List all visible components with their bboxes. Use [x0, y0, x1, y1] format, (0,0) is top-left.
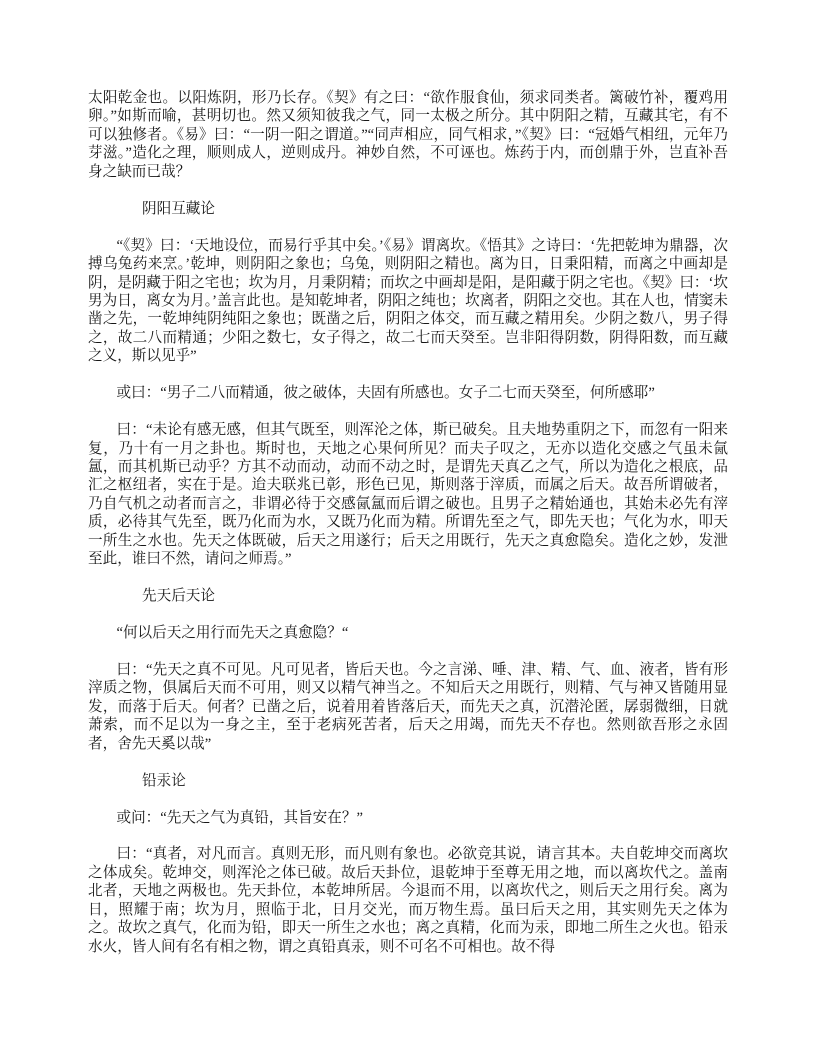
body-paragraph: 曰：“未论有感无感，但其气既至，则浑沦之体，斯已破矣。且夫地势重阴之下，而忽有一阳来复，乃十有一月之卦也。斯时也，天地之心果何所见？而夫子叹之，无亦以造化交感之气虽未氤氲，而其机斯已动乎？方其不动而动，动而不动之时，是谓先天真乙之气，所以为造化之根底，品汇之枢纽者，实在于是。迨夫联兆已彰，形色已见，斯则落于滓质，而属之后天。故吾所谓破者，乃自气机之动者而言之，非谓必待于交感氤氲而后谓之破也。且男子之精始通也，其始未必先有滓质，必待其气先至，既乃化而为水，又既乃化而为精。所谓先至之气，即先天也；气化为水，叩天一所生之水也。先天之体既破，后天之用遂行；后天之用既行，先天之真愈隐矣。造化之妙，发泄至此，谁曰不然，请问之师焉。” [88, 422, 728, 568]
body-paragraph: 曰：“真者，对凡而言。真则无形，而凡则有象也。必欲竞其说，请言其本。夫自乾坤交而离坎之体成矣。乾坤交，则浑沦之体已破。故后天卦位，退乾坤于至尊无用之地，而以离坎代之。盖南北者，天地之两极也。先天卦位，本乾坤所居。今退而不用，以离坎代之，则后天之用行矣。离为日，照耀于南；坎为月，照临于北，日月交光，而万物生焉。虽曰后天之用，其实则先天之体为之。故坎之真气，化而为铅，即天一所生之水也；离之真精，化而为汞，即地二所生之火也。铅汞水火，皆人间有名有相之物，谓之真铅真汞，则不可名不可相也。故不得 [88, 846, 728, 955]
section-heading-xiantian-houtian-lun: 先天后天论 [142, 588, 215, 605]
body-paragraph: “《契》曰：‘天地设位，而易行乎其中矣。’《易》谓离坎。《悟其》之诗曰：‘先把乾坤为鼎器，次搏乌兔药来烹。’乾坤，则阴阳之象也；乌兔，则阴阳之精也。离为日，日秉阳精，而离之中画却是阴，是阴藏于阳之宅也；坎为月，月秉阴精；而坎之中画却是阳，是阳藏于阴之宅也。《契》曰：‘坎男为日，离女为月。’盖言此也。是知乾坤者，阴阳之纯也；坎离者，阴阳之交也。其在人也，情窦未凿之先，一乾坤纯阴纯阳之象也；既凿之后，阴阳之体交，而互藏之精用矣。少阴之数八，男子得之，故二八而精通；少阳之数七，女子得之，故二七而天癸至。岂非阳得阴数，阴得阳数，而互藏之义，斯以见乎” [88, 237, 728, 365]
body-paragraph: 太阳乾金也。以阳炼阴，形乃长存。《契》有之曰：“欲作服食仙，须求同类者。篱破竹补，覆鸡用卵。”如斯而喻，甚明切也。然又须知彼我之气，同一太极之所分。其中阴阳之精，互藏其宅，有不可以独修者。《易》曰：“一阴一阳之谓道。”“同声相应，同气相求，”《契》曰：“冠婚气相纽，元年乃芽滋。”造化之理，顺则成人，逆则成丹。神妙自然，不可诬也。炼药于内，而创鼎于外，岂直补吾身之缺而已哉？ [88, 90, 728, 180]
section-heading-yinyang-huzang-lun: 阴阳互藏论 [142, 200, 215, 217]
body-paragraph: “何以后天之用行而先天之真愈隐？“ [116, 625, 349, 642]
body-paragraph: 曰：“先天之真不可见。凡可见者，皆后天也。今之言涕、唾、津、精、气、血、液者，皆有形滓质之物，俱属后天而不可用，则又以精气神当之。不知后天之用既行，则精、气与神又皆随用显发，而落于后天。何者？已凿之后，说着用着皆落后天，而先天之真，沉潜沦匿，孱弱微细，日就萧索，而不足以为一身之主，至于老病死苦者，后天之用竭，而先天不存也。然则欲吾形之永固者，舍先天奚以哉” [88, 661, 728, 752]
section-heading-qiangong-lun: 铅汞论 [142, 772, 186, 789]
body-paragraph: 或曰：“男子二八而精通，彼之破体，夫固有所感也。女子二七而天癸至，何所感耶” [116, 385, 655, 402]
body-paragraph: 或问：“先天之气为真铅，其旨安在？” [116, 809, 363, 826]
